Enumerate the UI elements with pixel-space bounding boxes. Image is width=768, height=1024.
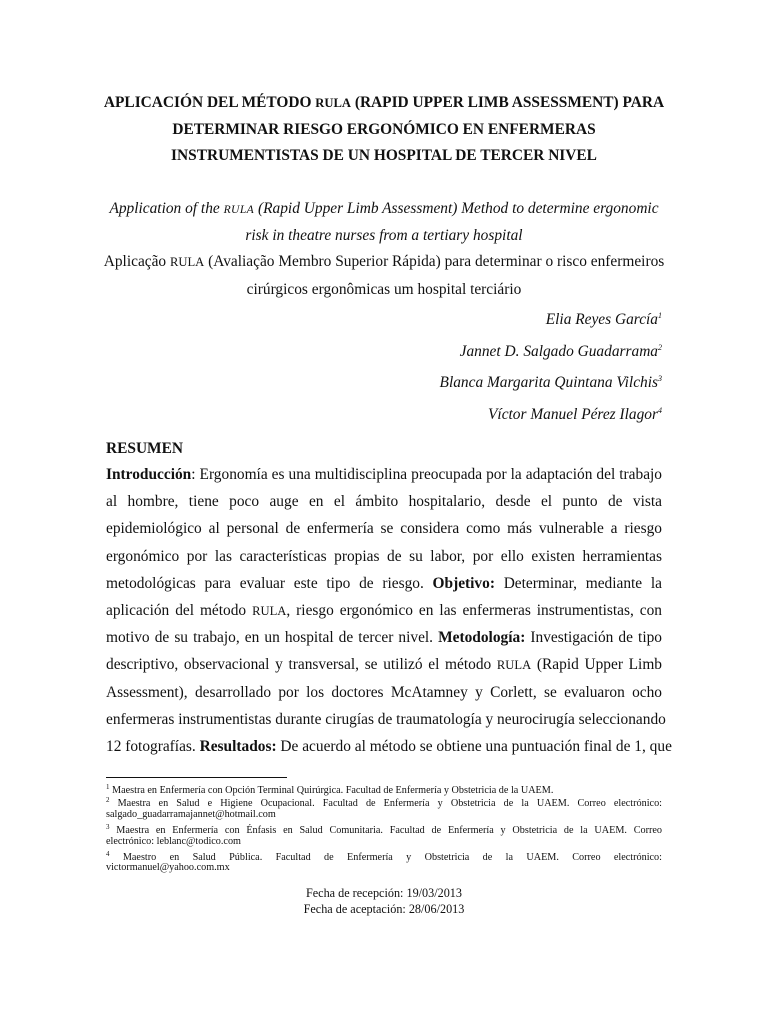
author-affiliation-mark: 2 <box>658 342 662 352</box>
title-line-1-part-b: (RAPID UPPER LIMB ASSESSMENT) PARA <box>350 94 665 111</box>
footnote-mark: 4 <box>106 849 110 858</box>
footnote-2-email: salgado_guadarramajannet@hotmail.com <box>106 808 276 820</box>
english-title-acronym: RULA <box>223 203 255 216</box>
abstract-text: Determinar, mediante la <box>494 574 662 592</box>
author <box>440 334 662 366</box>
title-line-1-acronym: RULA <box>315 96 351 110</box>
footnote-text: Maestra en Enfermería con Opción Terminal Quirúrgica. Facultad de Enfermería y Obstetricia de la UAEM. <box>109 785 554 796</box>
footnote-text: Maestro en Salud Pública. Facultad de Enfermería y Obstetricia de la UAEM. Correo electrónico: <box>109 851 662 863</box>
metodologia-label: Metodología: <box>438 629 526 647</box>
footnote-2 <box>106 794 662 810</box>
footnote-mark: 3 <box>106 823 110 832</box>
abstract-line: al hombre, tiene poco auge en el ámbito hospitalario, desde el punto de vista <box>106 493 662 511</box>
title-line-1-part-a: APLICACIÓN DEL MÉTODO <box>103 94 316 111</box>
author-name: Víctor Manuel Pérez Ilagor <box>488 405 658 423</box>
english-title-line-1 <box>100 196 668 223</box>
objetivo-label: Objetivo: <box>432 574 495 592</box>
abstract-text: metodológicas para evaluar este tipo de riesgo. <box>106 574 433 592</box>
author-name: Elia Reyes García <box>545 311 658 328</box>
english-title-part-b: (Rapid Upper Limb Assessment) Method to determine ergonomic <box>254 200 659 217</box>
received-date: Fecha de recepción: 19/03/2013 <box>305 886 462 900</box>
abstract-text: descriptivo, observacional y transversal, se utilizó el método <box>106 656 497 674</box>
footnote-3-email: electrónico: leblanc@todico.com <box>106 835 241 847</box>
footnote-4 <box>106 848 662 861</box>
abstract-text: (Rapid Upper Limb <box>531 656 662 674</box>
abstract-line <box>106 570 662 597</box>
english-title <box>100 196 668 249</box>
portuguese-title-part-b: (Avaliação Membro Superior Rápida) para determinar o risco enfermeiros <box>204 253 665 270</box>
footnote-3 <box>106 821 662 837</box>
introduccion-label: Introducción <box>106 466 192 483</box>
title-line-1 <box>100 90 668 117</box>
portuguese-title-line-1 <box>100 248 668 276</box>
abstract-text: De acuerdo al método se obtiene una puntuación final de 1, que <box>276 737 672 755</box>
abstract-line <box>106 733 672 760</box>
author-affiliation-mark: 4 <box>658 405 662 415</box>
abstract-text: , riesgo ergonómico en las enfermeras instrumentistas, con <box>286 601 662 619</box>
footnote-text: Maestra en Salud e Higiene Ocupacional. Facultad de Enfermería y Obstetricia de la UAEM. Correo electrónico: <box>109 798 662 810</box>
abstract-text: : Ergonomía es una multidisciplina preocupada por la adaptación del trabajo <box>191 466 662 483</box>
abstract-text: Investigación de tipo <box>525 629 662 647</box>
portuguese-title-line-2: cirúrgicos ergonômicas um hospital terciário <box>246 281 522 298</box>
abstract-line: enfermeras instrumentistas durante cirugías de traumatología y neurocirugía seleccionando <box>106 710 666 728</box>
resultados-label: Resultados: <box>199 737 277 755</box>
abstract-line <box>106 651 662 678</box>
accepted-date: Fecha de aceptación: 28/06/2013 <box>303 901 465 916</box>
spanish-title <box>100 90 668 170</box>
abstract-text: motivo de su trabajo, en un hospital de tercer nivel. <box>106 629 439 647</box>
publication-dates <box>100 886 668 917</box>
english-title-line-2: risk in theatre nurses from a tertiary hospital <box>245 227 523 244</box>
author <box>440 365 662 397</box>
portuguese-title-acronym: RULA <box>169 255 205 269</box>
footnote-separator <box>106 777 287 778</box>
title-line-2: DETERMINAR RIESGO ERGONÓMICO EN ENFERMERAS <box>172 120 596 138</box>
abstract-line: epidemiológico al personal de enfermería se considera como más vulnerable a riesgo <box>106 520 662 538</box>
abstract-text: 12 fotografías. <box>106 737 200 755</box>
abstract-line <box>106 461 662 488</box>
portuguese-title <box>100 248 668 303</box>
author-name: Jannet D. Salgado Guadarrama <box>459 342 658 360</box>
footnotes <box>106 781 662 875</box>
abstract-line <box>106 597 662 624</box>
portuguese-title-part-a: Aplicação <box>103 253 170 270</box>
rula-acronym: RULA <box>496 658 532 673</box>
abstract-body <box>106 461 672 760</box>
abstract-line <box>106 624 662 651</box>
author-list <box>440 302 662 428</box>
footnote-4-email: victormanuel@yahoo.com.mx <box>106 862 230 874</box>
abstract-line: ergonómico por las características propias de su labor, por ello existen herramientas <box>106 547 662 565</box>
rula-acronym: RULA <box>252 603 287 618</box>
abstract-text: aplicación del método <box>106 601 253 619</box>
author-affiliation-mark: 1 <box>658 311 662 320</box>
footnote-text: Maestra en Enfermería con Énfasis en Salud Comunitaria. Facultad de Enfermería y Obstetricia de la UAEM. Correo <box>109 825 662 837</box>
footnote-mark: 2 <box>106 796 110 805</box>
author-affiliation-mark: 3 <box>658 374 662 383</box>
title-line-3: INSTRUMENTISTAS DE UN HOSPITAL DE TERCER NIVEL <box>171 147 597 164</box>
author <box>440 302 662 334</box>
author-name: Blanca Margarita Quintana Vilchis <box>439 374 658 391</box>
author <box>440 397 662 429</box>
footnote-1 <box>106 781 662 794</box>
resumen-heading: RESUMEN <box>106 440 183 457</box>
footnote-mark: 1 <box>106 783 110 791</box>
abstract-line: Assessment), desarrollado por los doctores McAtamney y Corlett, se evaluaron ocho <box>106 683 662 701</box>
english-title-part-a: Application of the <box>109 200 224 217</box>
